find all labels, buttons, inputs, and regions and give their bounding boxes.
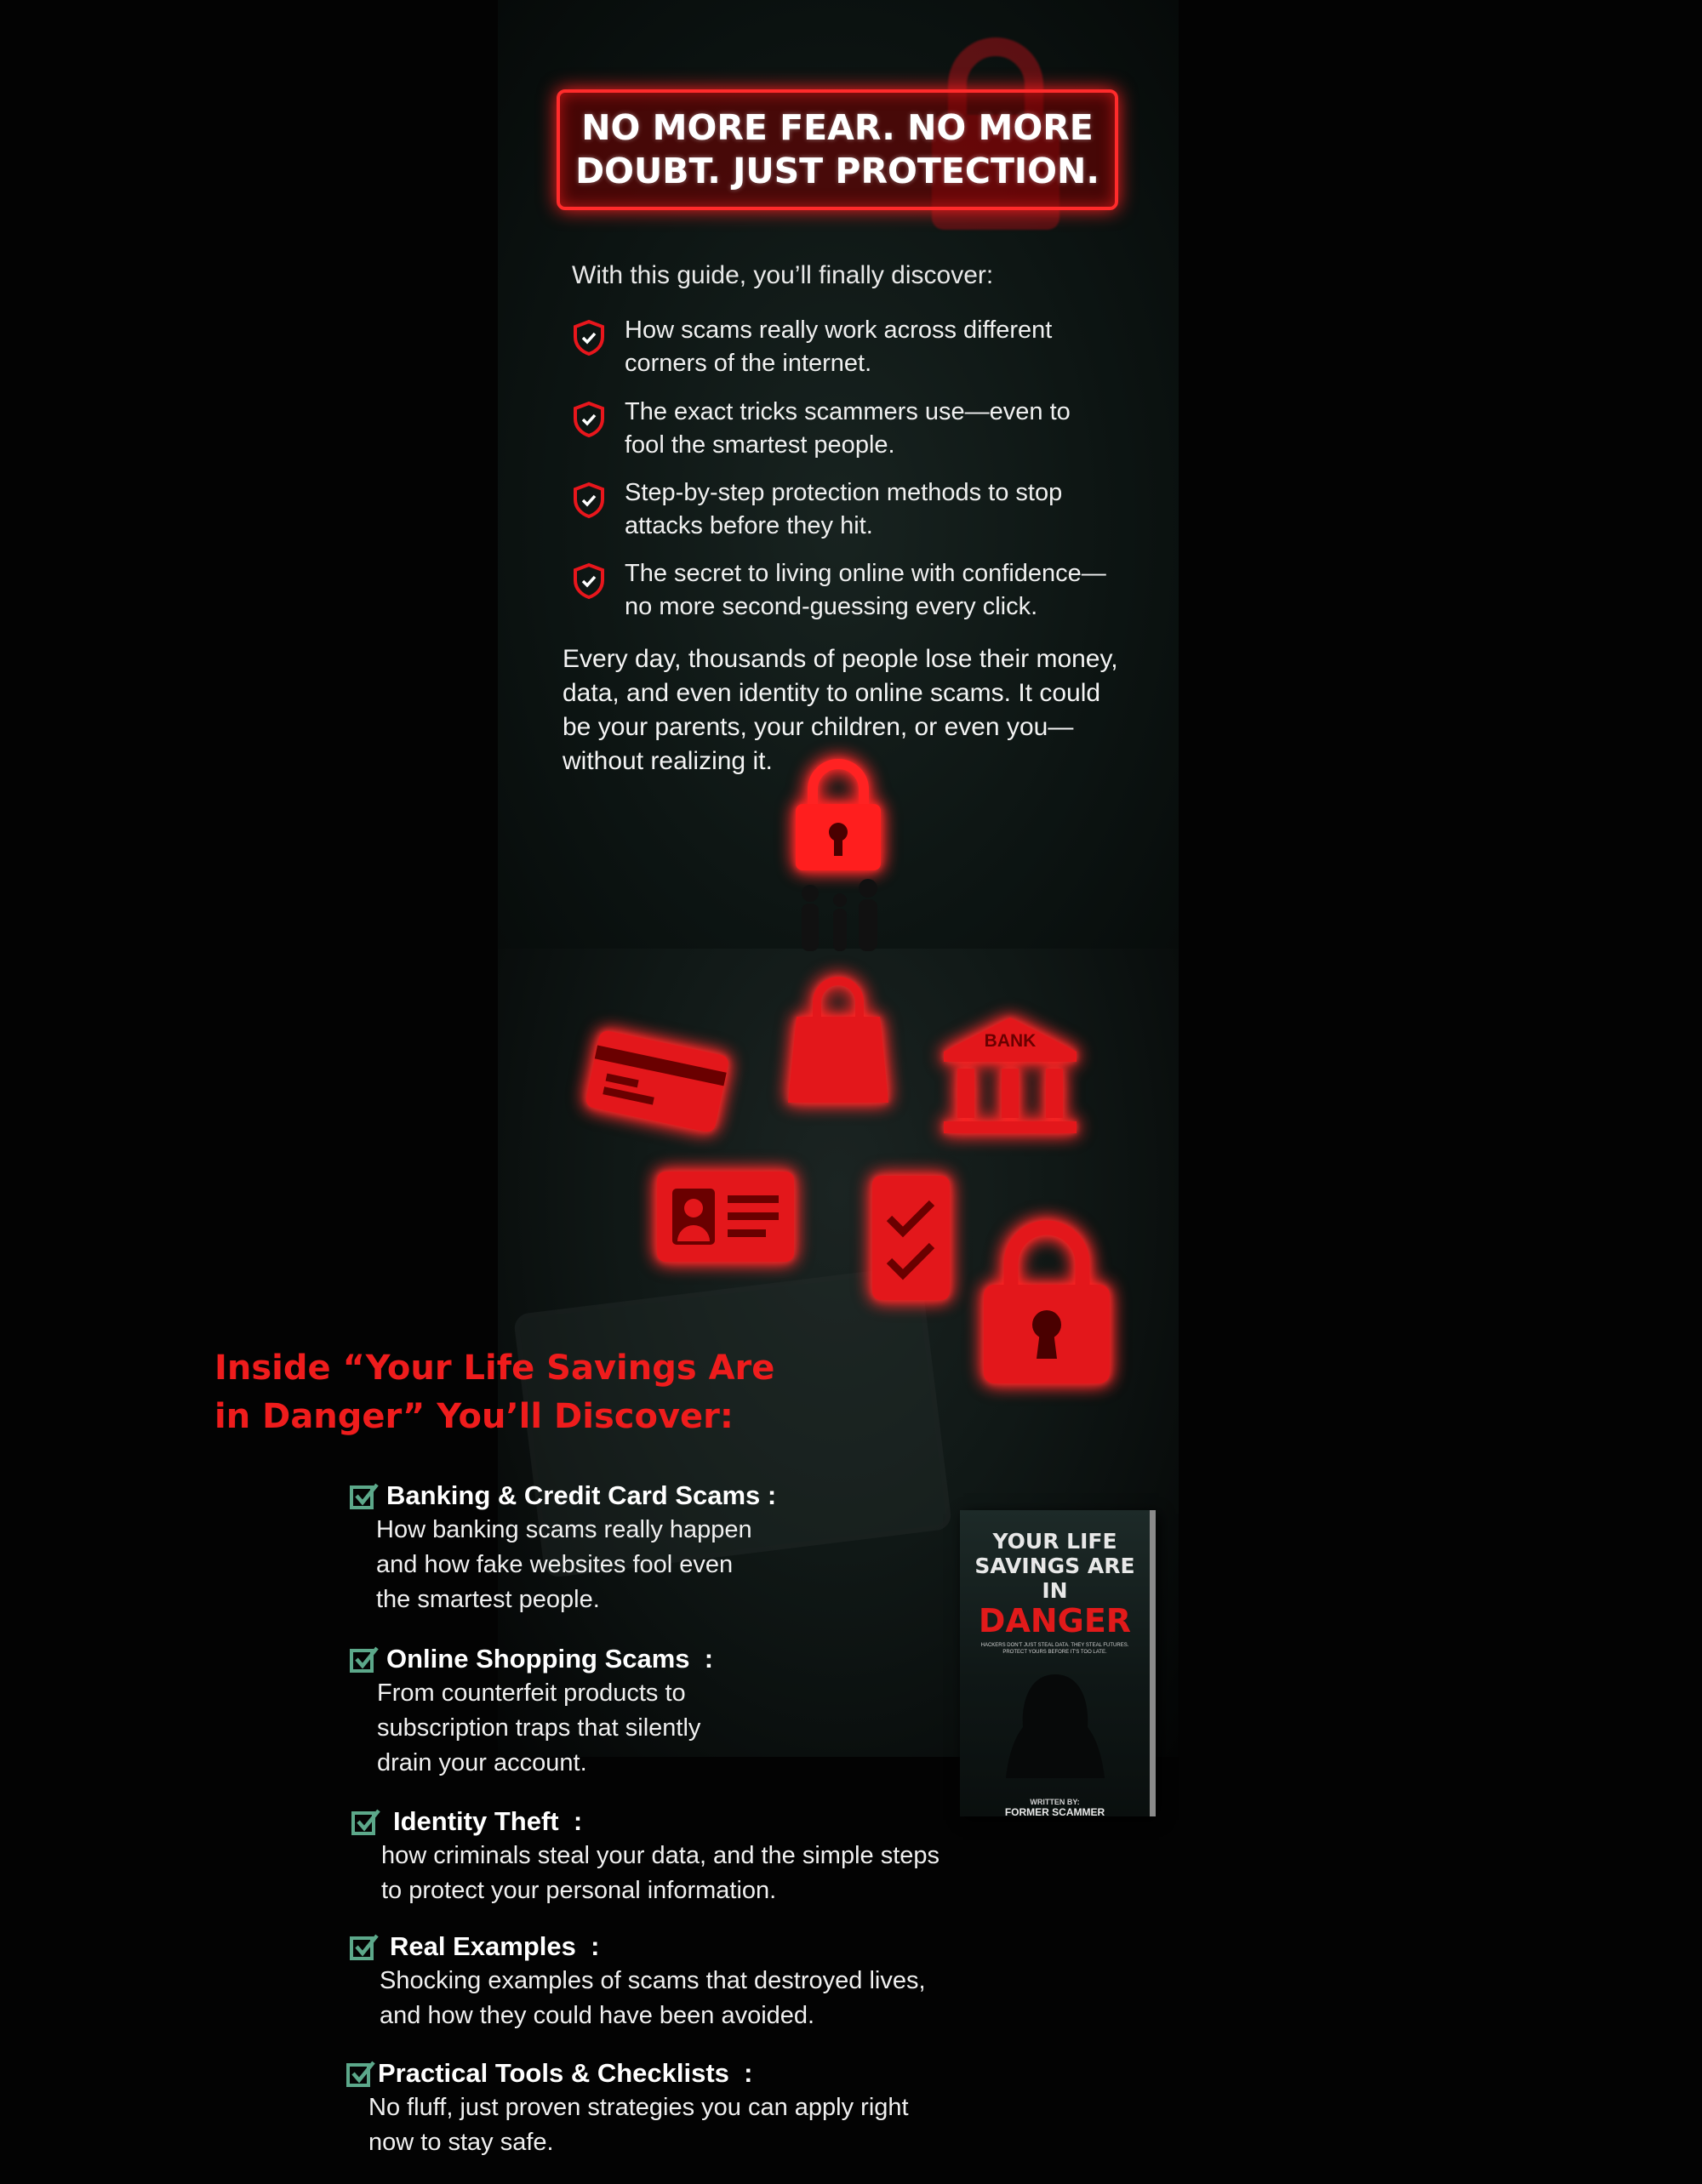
benefit-item <box>572 396 1168 462</box>
checkbox-check-icon <box>351 1807 381 1836</box>
book-tagline: HACKERS DON'T JUST STEAL DATA. THEY STEAL FUTURES. PROTECT YOURS BEFORE IT'S TOO LATE. <box>980 1643 1129 1655</box>
id-card-icon <box>655 1170 796 1263</box>
feature-title: Online Shopping Scams : <box>386 1644 714 1674</box>
shield-check-icon <box>572 401 606 438</box>
checkbox-check-icon <box>349 1645 380 1674</box>
headline: NO MORE FEAR. NO MORE DOUBT. JUST PROTECTION. <box>575 107 1099 191</box>
feature-description: From counterfeit products to subscription traps that silently drain your account. <box>377 1679 701 1776</box>
checkbox-check-icon <box>346 2059 376 2088</box>
hooded-figure-icon <box>1004 1668 1106 1778</box>
book-cover <box>960 1510 1156 1816</box>
benefit-text: The secret to living online with confidence— no more second-guessing every click. <box>625 560 1106 620</box>
feature-description: How banking scams really happen and how fake websites fool even the smartest people. <box>376 1516 752 1613</box>
intro-text: With this guide, you’ll finally discover: <box>572 261 994 289</box>
feature-description: how criminals steal your data, and the simple steps to protect your personal information. <box>381 1842 940 1904</box>
feature-title: Identity Theft : <box>393 1806 583 1836</box>
headline-banner <box>557 89 1118 210</box>
feature-item <box>349 1480 776 1617</box>
book-author: FORMER SCAMMER <box>1004 1806 1105 1818</box>
bank-label: BANK <box>984 1031 1037 1051</box>
benefit-item <box>572 557 1168 624</box>
shield-check-icon <box>572 562 606 600</box>
feature-title: Banking & Credit Card Scams : <box>386 1480 777 1510</box>
feature-title: Practical Tools & Checklists : <box>378 2058 753 2088</box>
feature-item <box>349 1644 713 1781</box>
section-title: Inside “Your Life Savings Are in Danger” You’ll Discover: <box>214 1349 775 1436</box>
benefit-text: The exact tricks scammers use—even to fool the smartest people. <box>625 398 1071 459</box>
padlock-icon <box>979 1212 1115 1387</box>
family-silhouette <box>791 875 889 951</box>
book-written-by: WRITTEN BY: <box>1030 1798 1080 1806</box>
benefit-text: How scams really work across different corners of the internet. <box>625 316 1053 377</box>
warning-paragraph: Every day, thousands of people lose their money, data, and even identity to online scams. It could be your parents, your children, or even you— without realizing it. <box>563 645 1118 775</box>
book-title: YOUR LIFE SAVINGS ARE IN <box>974 1529 1135 1603</box>
feature-title: Real Examples : <box>390 1931 600 1961</box>
padlock-icon <box>791 757 885 872</box>
feature-description: Shocking examples of scams that destroyed lives, and how they could have been avoided. <box>380 1967 926 2029</box>
feature-item <box>349 1931 926 2033</box>
bank-icon <box>940 1012 1081 1140</box>
book-title-emphasis: DANGER <box>978 1602 1132 1639</box>
benefit-text: Step-by-step protection methods to stop attacks before they hit. <box>625 479 1063 539</box>
feature-description: No fluff, just proven strategies you can apply right now to stay safe. <box>368 2094 909 2156</box>
credit-card-icon <box>583 1029 732 1132</box>
benefit-item <box>572 476 1168 543</box>
shield-check-icon <box>572 319 606 356</box>
feature-item <box>346 2058 909 2160</box>
checkbox-check-icon <box>349 1932 380 1961</box>
checklist-icon <box>871 1174 951 1302</box>
shopping-bag-icon <box>783 970 894 1106</box>
shield-check-icon <box>572 482 606 519</box>
feature-item <box>351 1806 940 1908</box>
checkbox-check-icon <box>349 1481 380 1510</box>
benefit-item <box>572 314 1168 380</box>
